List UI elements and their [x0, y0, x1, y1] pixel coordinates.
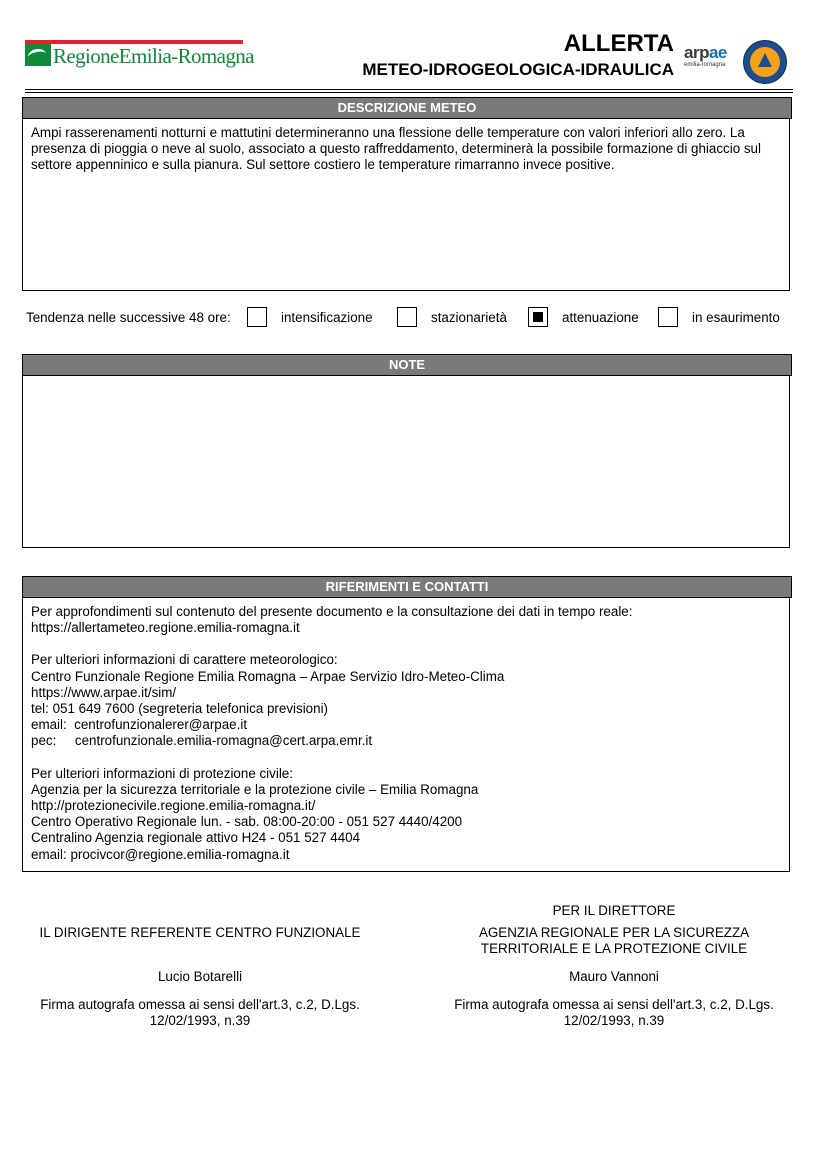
meteo-description-box	[22, 119, 790, 291]
arpae-sim-link[interactable]: https://www.arpae.it/sim/	[31, 684, 177, 700]
left-signature-note	[20, 997, 380, 1029]
right-signature-prefix: PER IL DIRETTORE	[552, 903, 676, 918]
trend-option-attenuazione: attenuazione	[562, 310, 639, 325]
civil-protection-triangle-icon	[758, 53, 772, 67]
region-flag-icon	[25, 44, 51, 66]
civil-protection-logo-inner	[750, 47, 780, 77]
references-block-protezione-civile	[31, 766, 781, 863]
civil-protection-logo-icon	[743, 40, 787, 84]
right-signature-note-line2: 12/02/1993, n.39	[563, 1013, 665, 1028]
region-logo	[25, 40, 254, 72]
references-line: Centro Funzionale Regione Emilia Romagna – Arpae Servizio Idro-Meteo-Clima	[31, 668, 505, 684]
arpae-logo	[684, 44, 738, 74]
document-title: ALLERTA	[563, 30, 674, 57]
references-line: Agenzia per la sicurezza territoriale e la protezione civile – Emilia Romagna	[31, 781, 479, 797]
trend-checkbox-in-esaurimento[interactable]	[658, 307, 678, 327]
references-line: Per approfondimenti sul contenuto del presente documento e la consultazione dei dati in tempo reale:	[31, 604, 633, 619]
note-box	[22, 376, 790, 548]
trend-row	[0, 306, 819, 330]
arpae-logo-text: arpae	[684, 43, 727, 62]
arpae-logo-subtext: emilia-romagna	[684, 62, 726, 68]
references-line: Centro Operativo Regionale lun. - sab. 08:00-20:00 - 051 527 4440/4200	[31, 814, 463, 830]
right-signature-role-line2: TERRITORIALE E LA PROTEZIONE CIVILE	[480, 941, 748, 956]
references-section-header: RIFERIMENTI E CONTATTI	[22, 576, 792, 598]
trend-option-in-esaurimento: in esaurimento	[692, 310, 780, 325]
header-divider-bottom	[25, 92, 793, 93]
region-logo-text: RegioneEmilia-Romagna	[53, 44, 254, 68]
left-signature-role: IL DIRIGENTE REFERENTE CENTRO FUNZIONALE	[39, 925, 361, 940]
left-signature-note-line2: 12/02/1993, n.39	[149, 1013, 251, 1028]
right-signature-role-line1: AGENZIA REGIONALE PER LA SICUREZZA	[478, 925, 750, 940]
document-subtitle: METEO-IDROGEOLOGICA-IDRAULICA	[362, 60, 674, 79]
left-signature-name: Lucio Botarelli	[157, 969, 243, 984]
right-signature-name: Mauro Vannoni	[569, 969, 659, 984]
protezione-civile-link[interactable]: http://protezionecivile.regione.emilia-romagna.it/	[31, 798, 316, 814]
trend-option-stazionarieta: stazionarietà	[431, 310, 507, 325]
trend-label: Tendenza nelle successive 48 ore:	[26, 310, 231, 325]
references-pec[interactable]: pec: centrofunzionale.emilia-romagna@cert.arpa.emr.it	[31, 733, 373, 749]
references-box	[22, 598, 790, 872]
right-signature-note	[429, 997, 799, 1029]
meteo-section-header: DESCRIZIONE METEO	[22, 97, 792, 119]
right-signature-role	[429, 925, 799, 957]
references-line: tel: 051 649 7600 (segreteria telefonica previsioni)	[31, 701, 329, 717]
trend-option-intensificazione: intensificazione	[281, 310, 373, 325]
note-section-header: NOTE	[22, 354, 792, 376]
allertameteo-link[interactable]: https://allertameteo.regione.emilia-romagna.it	[31, 620, 300, 636]
references-line: Per ulteriori informazioni di carattere meteorologico:	[31, 652, 338, 668]
trend-checkbox-attenuazione[interactable]	[528, 307, 548, 327]
references-email[interactable]: email: centrofunzionalerer@arpae.it	[31, 717, 248, 733]
trend-checkbox-intensificazione[interactable]	[247, 307, 267, 327]
references-block-web	[31, 604, 781, 636]
trend-checkbox-stazionarieta[interactable]	[397, 307, 417, 327]
references-line: Per ulteriori informazioni di protezione civile:	[31, 765, 293, 781]
references-block-meteo	[31, 652, 781, 749]
references-email[interactable]: email: procivcor@regione.emilia-romagna.it	[31, 846, 290, 862]
references-line: Centralino Agenzia regionale attivo H24 - 051 527 4404	[31, 830, 361, 846]
left-signature-note-line1: Firma autografa omessa ai sensi dell'art.3, c.2, D.Lgs.	[40, 997, 360, 1012]
right-signature-note-line1: Firma autografa omessa ai sensi dell'art.3, c.2, D.Lgs.	[454, 997, 774, 1012]
meteo-description-text: Ampi rasserenamenti notturni e mattutini determineranno una flessione delle temperature con valori inferiori allo zero. La presenza di pioggia o neve al suolo, associato a questo raffreddamento, determinerà la possibile formazione di ghiaccio sul settore appenninico e sulla pianura. Sul settore costiero le temperature rimarranno invece positive.	[31, 125, 761, 173]
header-divider-top	[25, 89, 793, 90]
